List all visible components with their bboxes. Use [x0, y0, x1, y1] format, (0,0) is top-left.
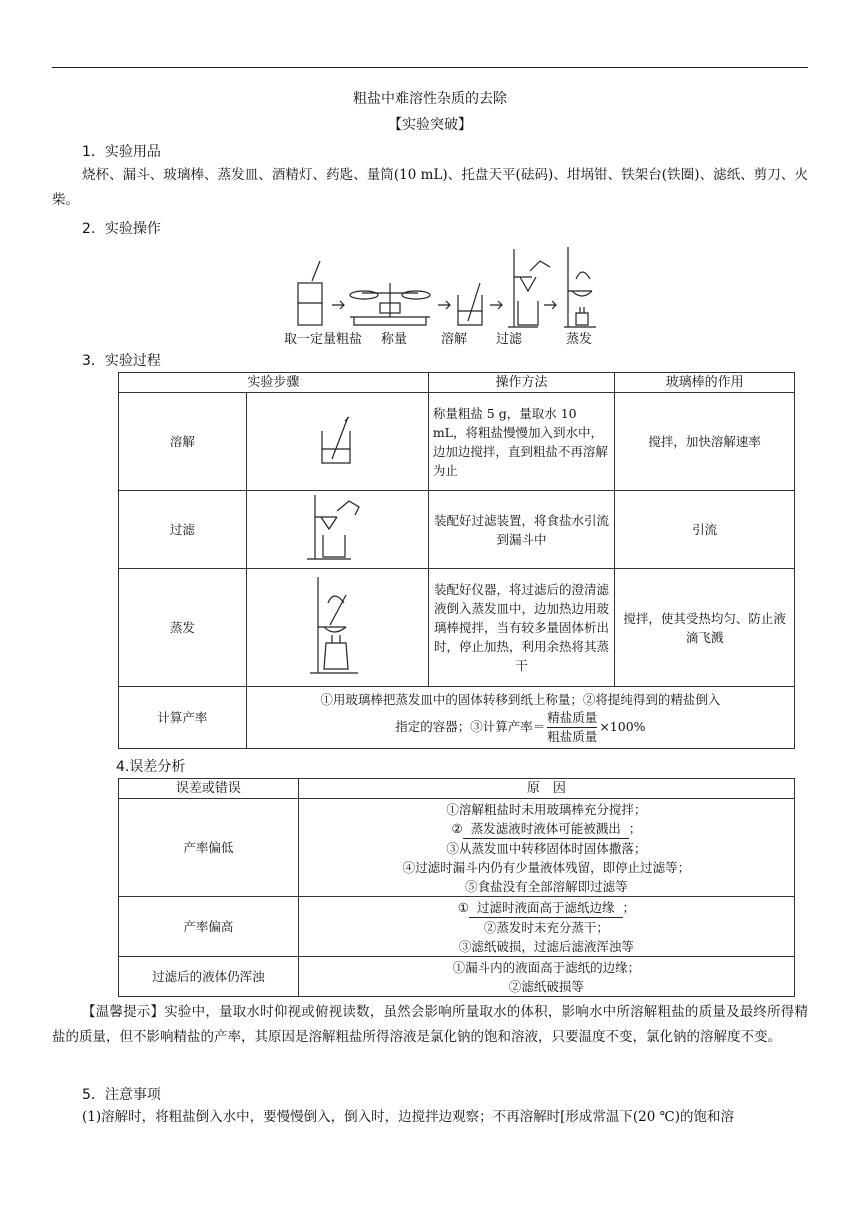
dissolve-beaker-icon	[312, 409, 362, 469]
reason-item: ②滤纸破损等	[508, 978, 584, 994]
error-type-cell: 产率偏高	[119, 897, 299, 957]
role-cell: 引流	[615, 491, 795, 569]
table-row	[119, 569, 795, 687]
salt-jar-shape	[298, 283, 322, 325]
reason-item: ①漏斗内的液面高于滤纸的边缘；	[452, 959, 641, 975]
process-table	[118, 372, 795, 749]
header-rule	[52, 67, 808, 68]
process-header-method: 操作方法	[428, 373, 614, 393]
fraction-numerator: 精盐质量	[547, 709, 597, 728]
operation-diagram	[282, 243, 602, 331]
calc-suffix: ×100%	[599, 718, 646, 734]
table-row	[119, 393, 795, 491]
yield-fraction	[547, 709, 597, 746]
fraction-denominator: 粗盐质量	[547, 728, 598, 744]
table-row	[119, 957, 795, 997]
fig-label-filter: 过滤	[496, 332, 523, 347]
method-cell: 装配好仪器，将过滤后的澄清滤液倒入蒸发皿中，边加热边用玻璃棒搅拌，当有较多量固体析出时，停止加热，利用余热将其蒸干	[428, 569, 614, 687]
reason-cell	[298, 799, 794, 897]
reason-item: ② 蒸发滤液时液体可能被溅出 ；	[303, 819, 790, 839]
reason-item: ②蒸发时未充分蒸干；	[483, 919, 609, 935]
calc-prefix: 指定的容器；③计算产率＝	[395, 718, 546, 734]
error-header-type: 误差或错误	[119, 779, 299, 799]
notes-text: (1)溶解时，将粗盐倒入水中，要慢慢倒入，倒入时，边搅拌边观察；不再溶解时[形成常温下(20 ℃)的饱和溶	[82, 1109, 734, 1125]
answer-blank: 过滤时液面高于滤纸边缘	[469, 898, 623, 918]
step-image-evaporate	[246, 569, 428, 687]
calc-line-1: ①用玻璃棒把蒸发皿中的固体转移到纸上称量；②将提纯得到的精盐倒入	[320, 691, 721, 707]
heading-process: 3．实验过程	[82, 353, 161, 369]
reason-cell	[298, 957, 794, 997]
fig-label-weigh: 称量	[381, 332, 408, 347]
tip-label: 【温馨提示】	[82, 1004, 165, 1020]
process-header-role: 玻璃棒的作用	[615, 373, 795, 393]
tip-text: 实验中，量取水时仰视或俯视读数，虽然会影响所量取水的体积，影响水中所溶解粗盐的质量及最终所得精盐的质量，但不影响精盐的产率，其原因是溶解粗盐所得溶液是氯化钠的饱和溶液，只要温度不变，氯化钠的溶解度不变。	[52, 1004, 809, 1045]
filter-stand-icon	[297, 491, 377, 563]
reason-item: ④过滤时漏斗内仍有少量液体残留，即停止过滤等；	[402, 859, 691, 875]
error-type-cell: 过滤后的液体仍浑浊	[119, 957, 299, 997]
fig-label-dissolve: 溶解	[441, 332, 468, 347]
error-table	[118, 778, 795, 997]
step-cell: 溶解	[119, 393, 247, 491]
role-cell: 搅拌，加快溶解速率	[615, 393, 795, 491]
reason-item: ① 过滤时液面高于滤纸边缘 ；	[303, 898, 790, 918]
role-cell: 搅拌，使其受热均匀、防止液滴飞溅	[615, 569, 795, 687]
heading-notes: 5．注意事项	[82, 1087, 161, 1103]
step-image-filter	[246, 491, 428, 569]
error-type-cell: 产率偏低	[119, 799, 299, 897]
process-header-step: 实验步骤	[119, 373, 429, 393]
reason-item: ③滤纸破损，过滤后滤液浑浊等	[458, 938, 634, 954]
calc-line-2	[251, 709, 790, 746]
step-cell: 蒸发	[119, 569, 247, 687]
materials-text: 烧杯、漏斗、玻璃棒、蒸发皿、酒精灯、药匙、量筒(10 mL)、托盘天平(砝码)、坩埚钳、铁架台(铁圈)、滤纸、剪刀、火柴。	[52, 167, 808, 208]
tip-paragraph	[52, 1000, 808, 1050]
table-row	[119, 799, 795, 897]
heading-error: 4.误差分析	[116, 759, 186, 775]
heading-materials: 1．实验用品	[82, 144, 161, 160]
fig-label-evaporate: 蒸发	[566, 332, 593, 347]
reason-cell	[298, 897, 794, 957]
fig-label-take: 取一定量粗盐	[284, 332, 363, 347]
table-row	[119, 897, 795, 957]
page-title: 粗盐中难溶性杂质的去除	[353, 91, 507, 107]
error-header-reason: 原 因	[298, 779, 794, 799]
section-subtitle: 【实验突破】	[388, 117, 472, 133]
step-cell: 计算产率	[119, 687, 247, 749]
method-cell: 称量粗盐 5 g，量取水 10 mL，将粗盐慢慢加入到水中，边加边搅拌，直到粗盐不再溶解为止	[428, 393, 614, 491]
method-cell: 装配好过滤装置，将食盐水引流到漏斗中	[428, 491, 614, 569]
answer-blank: 蒸发滤液时液体可能被溅出	[463, 819, 629, 839]
table-row	[119, 491, 795, 569]
calc-cell	[246, 687, 794, 749]
table-row	[119, 687, 795, 749]
heading-operation: 2．实验操作	[82, 221, 161, 237]
step-image-dissolve	[246, 393, 428, 491]
evaporation-stand-icon	[302, 573, 372, 677]
reason-item: ①溶解粗盐时未用玻璃棒充分搅拌；	[446, 801, 647, 817]
reason-item: ③从蒸发皿中转移固体时固体撒落；	[446, 840, 647, 856]
step-cell: 过滤	[119, 491, 247, 569]
reason-item: ⑤食盐没有全部溶解即过滤等	[465, 878, 628, 894]
